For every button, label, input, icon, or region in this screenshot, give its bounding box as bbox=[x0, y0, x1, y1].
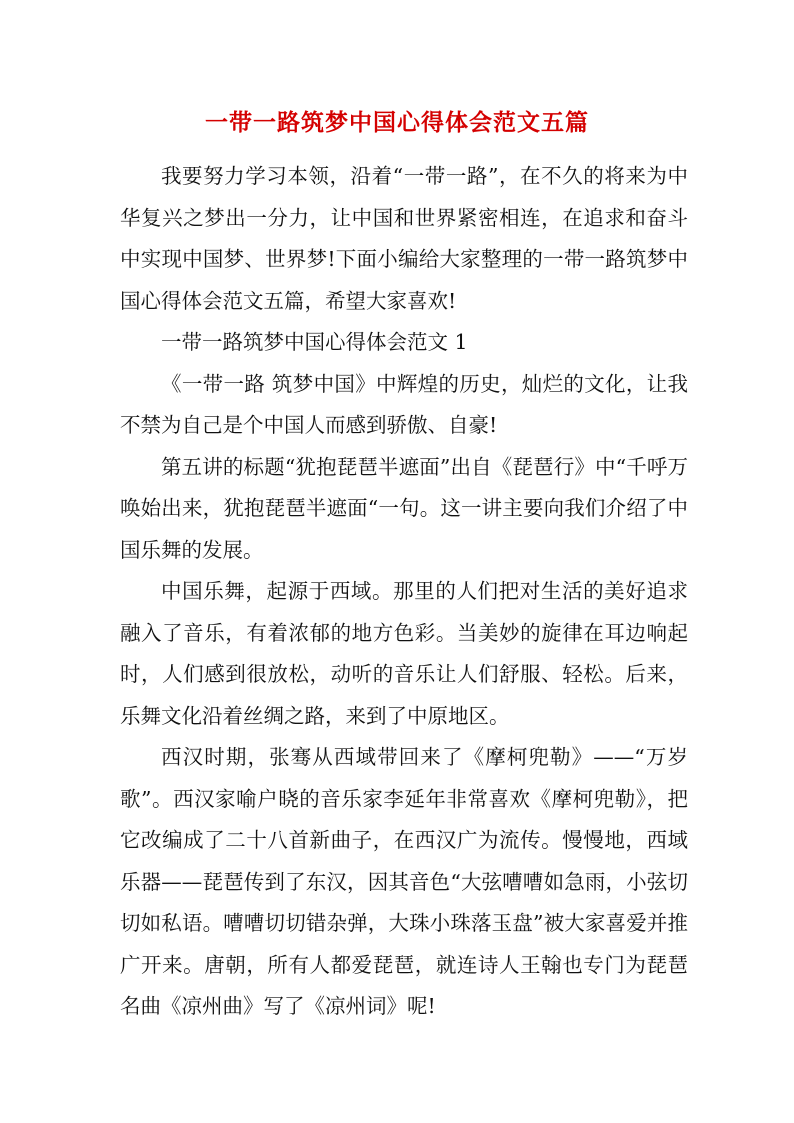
body-paragraph: 中国乐舞，起源于西域。那里的人们把对生活的美好追求融入了音乐，有着浓郁的地方色彩。当美妙的旋律在耳边响起时，人们感到很放松，动听的音乐让人们舒服、轻松。后来，乐舞文化沿着丝绸之路，来到了中原地区。 bbox=[120, 579, 688, 728]
body-paragraph: 西汉时期，张骞从西域带回来了《摩柯兜勒》——“万岁歌”。西汉家喻户晓的音乐家李延年非常喜欢《摩柯兜勒》，把它改编成了二十八首新曲子，在西汉广为流传。慢慢地，西域乐器——琵琶传到了东汉，因其音色“大弦嘈嘈如急雨，小弦切切如私语。嘈嘈切切错杂弹，大珠小珠落玉盘”被大家喜爱并推广开来。唐朝，所有人都爱琵琶，就连诗人王翰也专门为琵琶名曲《凉州曲》写了《凉州词》呢! bbox=[120, 745, 688, 1018]
section-heading: 一带一路筑梦中国心得体会范文 1 bbox=[161, 330, 468, 354]
intro-paragraph: 我要努力学习本领，沿着“一带一路”，在不久的将来为中华复兴之梦出一分力，让中国和世界紧密相连，在追求和奋斗中实现中国梦、世界梦!下面小编给大家整理的一带一路筑梦中国心得体会范文五篇，希望大家喜欢! bbox=[120, 164, 688, 313]
body-paragraph: 第五讲的标题“犹抱琵琶半遮面”出自《琵琶行》中“千呼万唤始出来，犹抱琵琶半遮面“一句。这一讲主要向我们介绍了中国乐舞的发展。 bbox=[120, 454, 688, 562]
document-title: 一带一路筑梦中国心得体会范文五篇 bbox=[205, 109, 589, 136]
body-paragraph: 《一带一路 筑梦中国》中辉煌的历史，灿烂的文化，让我不禁为自己是个中国人而感到骄傲、自豪! bbox=[120, 371, 688, 437]
document-body bbox=[120, 156, 688, 1028]
